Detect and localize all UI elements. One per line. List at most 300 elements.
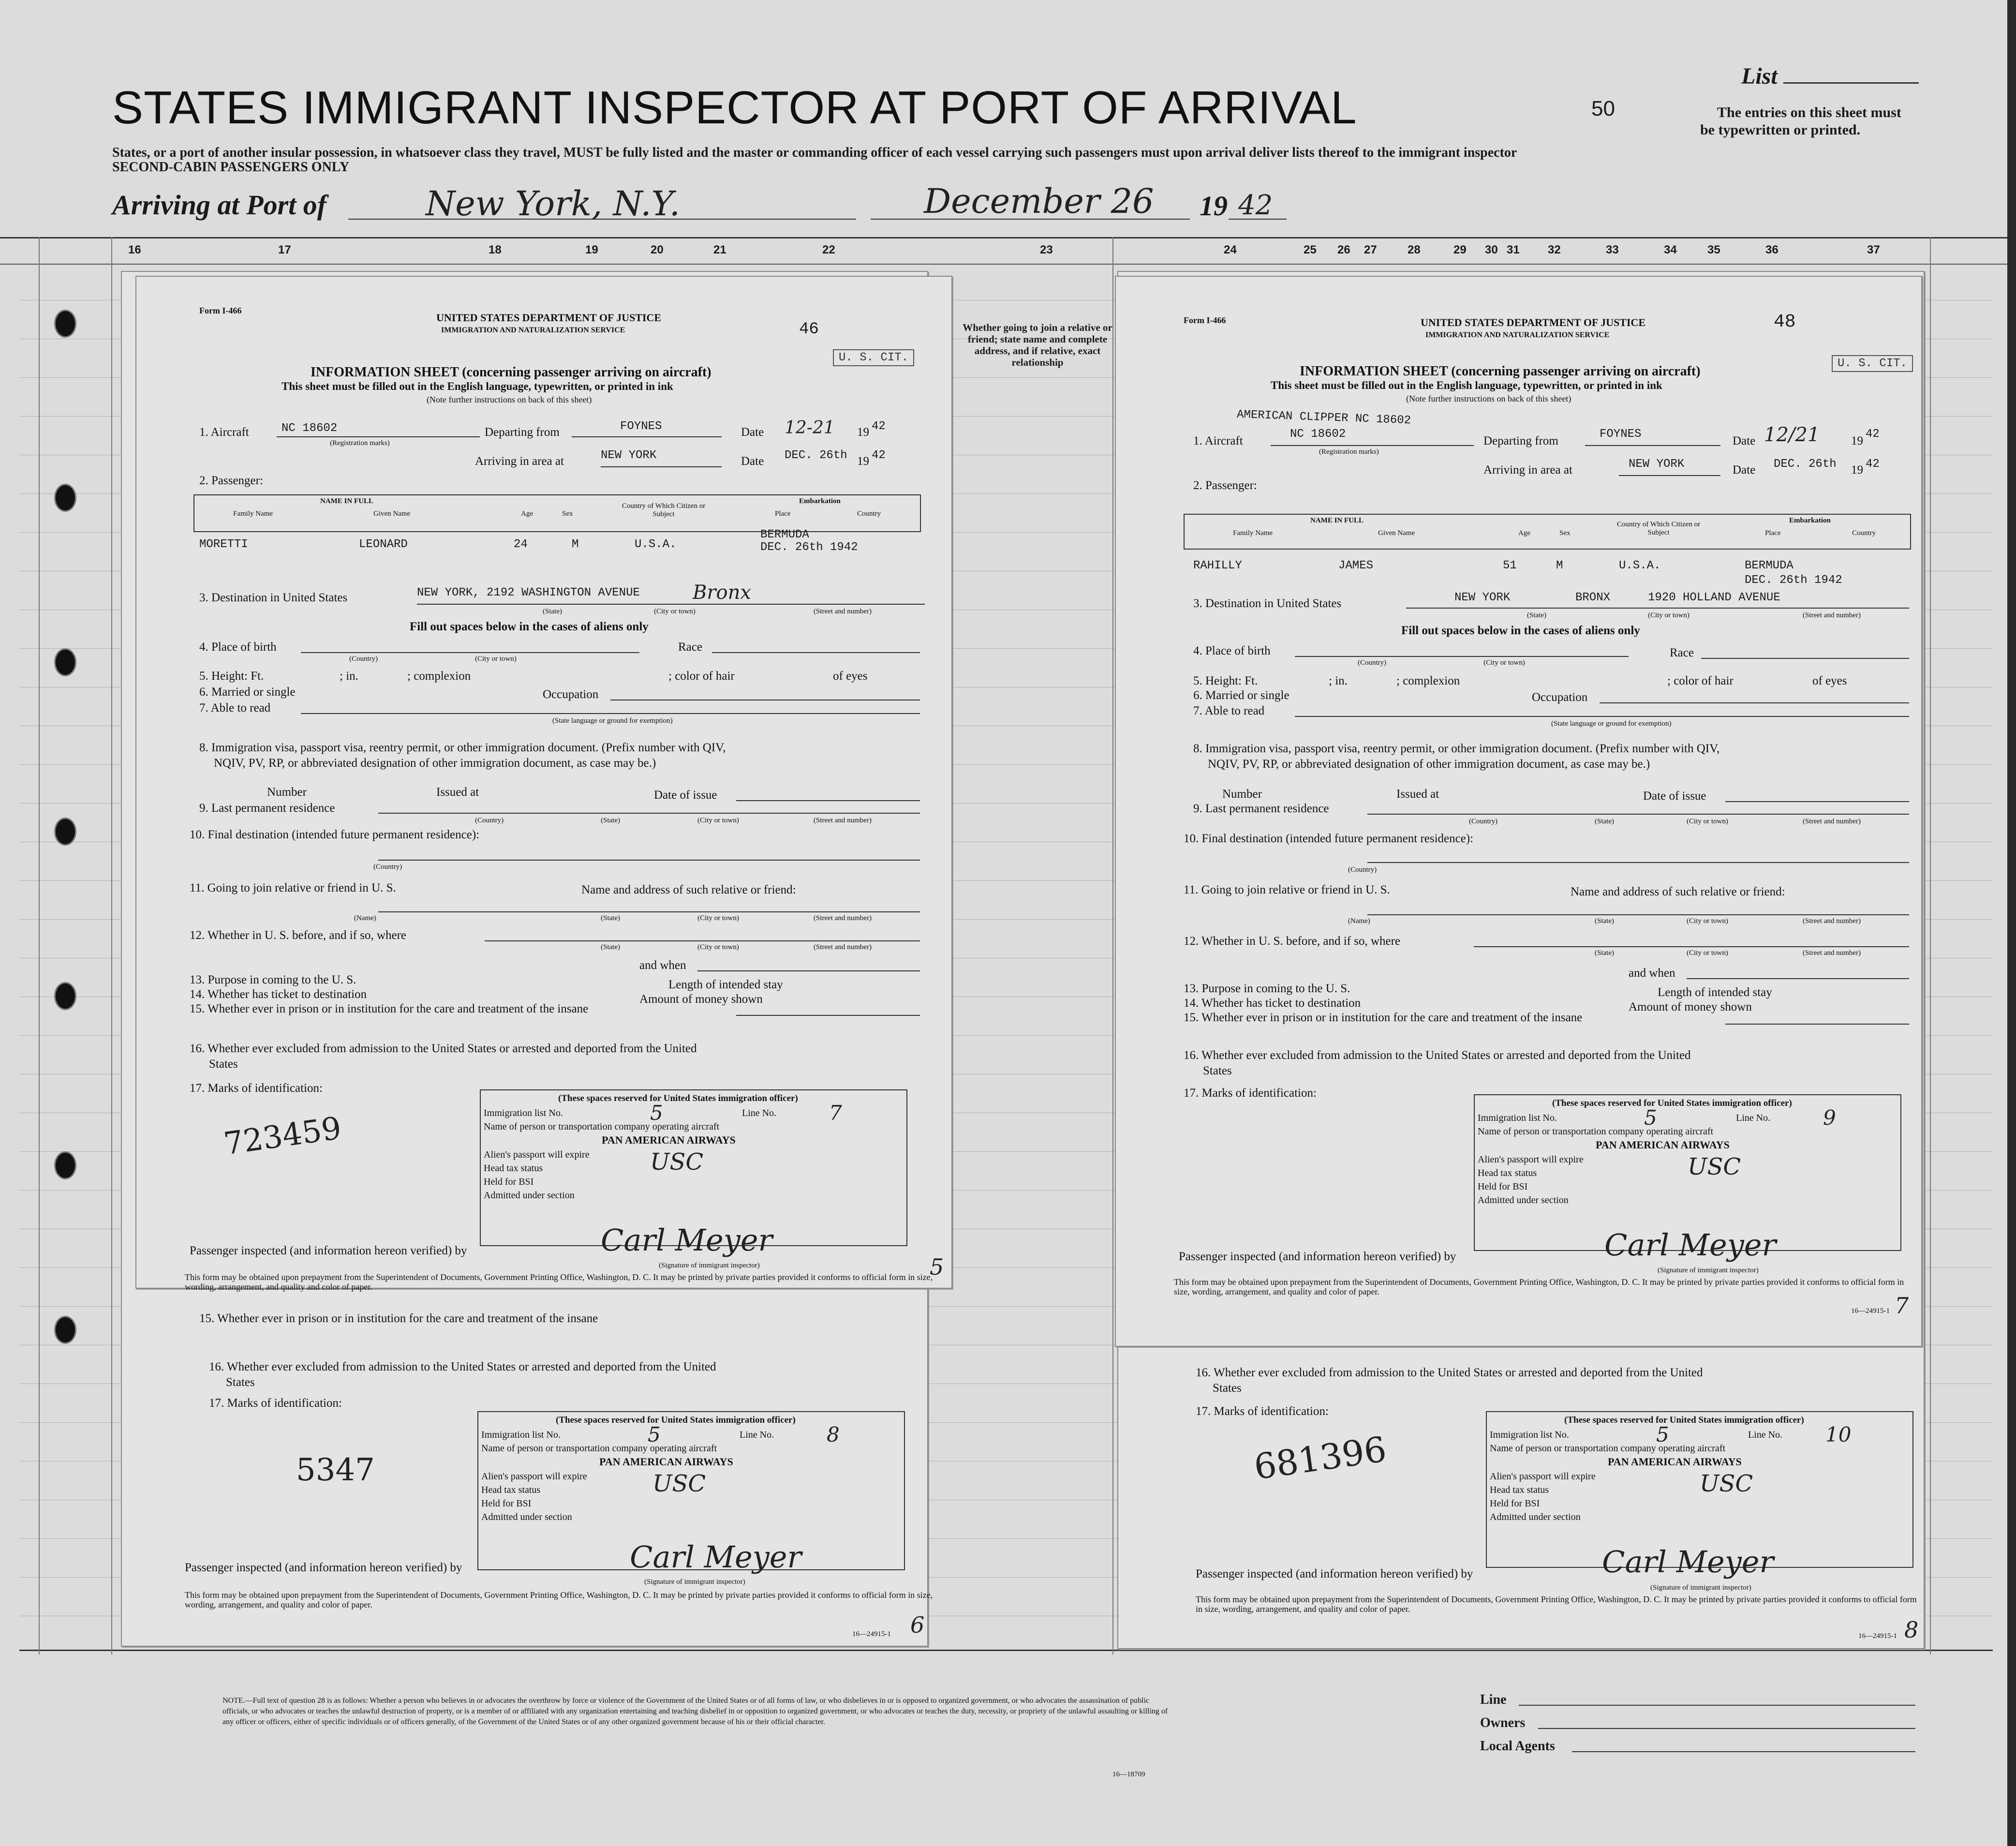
destination-label: 3. Destination in United States xyxy=(1193,597,1342,610)
when-underline xyxy=(697,970,920,971)
col-22: 22 xyxy=(822,243,835,256)
inspected-label: Passenger inspected (and information hereon verified) by xyxy=(1196,1567,1473,1580)
destination-street: 1920 HOLLAND AVENUE xyxy=(1648,591,1780,604)
issued-at-label: Issued at xyxy=(436,786,479,799)
state-caption: (State) xyxy=(601,943,620,951)
column-rule xyxy=(1112,237,1113,1654)
reg-marks: (Registration marks) xyxy=(1319,448,1379,456)
clipper-stamp: AMERICAN CLIPPER NC 18602 xyxy=(1236,408,1411,428)
dept-label: UNITED STATES DEPARTMENT OF JUSTICE xyxy=(436,312,661,324)
arriving-label: Arriving at Port of xyxy=(112,189,327,221)
date-of-issue-label: Date of issue xyxy=(654,789,717,802)
q16-label: 16. Whether ever excluded from admission to the United States or arrested and deported from the United xyxy=(209,1360,716,1373)
q9-underline xyxy=(1367,814,1909,815)
side-mark: 5 xyxy=(930,1254,944,1280)
reg-marks: (Registration marks) xyxy=(330,439,390,447)
col-19: 19 xyxy=(585,243,598,256)
col-18: 18 xyxy=(489,243,502,256)
year-prefix: 19 xyxy=(1200,190,1228,222)
inspected-label: Passenger inspected (and information hereon verified) by xyxy=(190,1244,467,1257)
col-31: 31 xyxy=(1507,243,1520,256)
q16-label: 16. Whether ever excluded from admission to the United States or arrested and deported from the United xyxy=(1196,1366,1703,1379)
country-caption: (Country) xyxy=(349,655,378,663)
col-37: 37 xyxy=(1867,243,1880,256)
street-caption: (Street and number) xyxy=(814,943,872,951)
q14-label: 14. Whether has ticket to destination xyxy=(1184,997,1361,1010)
local-agents-field xyxy=(1480,1739,1555,1754)
arriving-underline xyxy=(601,466,722,467)
city-caption: (City or town) xyxy=(1687,949,1728,957)
list-no-label: Immigration list No. xyxy=(484,1108,563,1118)
arr-year: 42 xyxy=(872,449,886,462)
street-caption: (Street and number) xyxy=(1803,917,1861,925)
destination-handwritten: Bronx xyxy=(693,581,751,604)
held-bsi-label: Held for BSI xyxy=(484,1176,534,1187)
head-tax-value: USC xyxy=(650,1148,704,1176)
manifest-title: STATES IMMIGRANT INSPECTOR AT PORT OF ARRIVAL xyxy=(112,82,1357,134)
binder-hole xyxy=(54,484,76,512)
list-no-label: Immigration list No. xyxy=(1490,1429,1569,1440)
form-code: 16—24915-1 xyxy=(852,1630,891,1638)
list-no-value: 5 xyxy=(1644,1106,1657,1130)
sex-value: M xyxy=(1556,559,1563,572)
q9-underline xyxy=(378,813,920,814)
year-prefix: 19 xyxy=(857,426,869,439)
issued-at-label: Issued at xyxy=(1396,788,1439,801)
held-bsi-label: Held for BSI xyxy=(1490,1498,1540,1509)
state-caption: (State) xyxy=(1595,917,1614,925)
destination-label: 3. Destination in United States xyxy=(199,591,348,604)
list-label: List xyxy=(1741,63,1919,89)
question-28-note: NOTE.—Full text of question 28 is as follows: Whether a person who believes in or advocates the overthrow by force or violence of the Government of the United States or of all forms of law, or who disbelieves in or is opposed to organized government, or who advocates the assassination of public officials, or who advocates or teaches the unlawful destruction of property, or is a member of or affiliated with any organization entertaining and teaching disbelief in or opposition to organized government, or who advocates or teaches the duty, necessity, or propriety of the unlawful assaulting or killing of any officer or officers, either of specific individuals or of officers generally, of the Government of the United States or of any other organized government because of his or their official character. xyxy=(222,1697,1168,1726)
q4-underline xyxy=(1295,656,1629,657)
form-footer: This form may be obtained upon prepayment from the Superintendent of Documents, Government Printing Office, Washington, D. C. It may be printed by private parties provided it conforms to official form in size, wording, arrangement, and quality and color of paper. xyxy=(185,1590,933,1609)
year-underline xyxy=(1229,219,1287,220)
state-caption: (State) xyxy=(1595,818,1614,825)
destination-value: NEW YORK, 2192 WASHINGTON AVENUE xyxy=(417,586,640,599)
given-name-col: Given Name xyxy=(373,510,411,518)
col-28: 28 xyxy=(1408,243,1421,256)
departing-label: Departing from xyxy=(485,426,560,439)
binder-hole xyxy=(54,1316,76,1344)
city-caption: (City or town) xyxy=(654,608,696,615)
sex-col: Sex xyxy=(1559,529,1571,537)
race-underline xyxy=(1701,658,1909,659)
country-caption: (Country) xyxy=(1469,818,1498,825)
q12-label: 12. Whether in U. S. before, and if so, where xyxy=(190,929,407,942)
inspector-signature: Carl Meyer xyxy=(630,1539,802,1575)
line-no-value: 8 xyxy=(827,1423,840,1446)
passenger-table-header xyxy=(193,494,921,532)
line-no-value: 10 xyxy=(1825,1423,1852,1446)
number-label: Number xyxy=(267,786,307,799)
state-caption: (State) xyxy=(1595,949,1614,957)
q4-label: 4. Place of birth xyxy=(199,640,277,654)
col-33: 33 xyxy=(1606,243,1619,256)
money-label: Amount of money shown xyxy=(639,993,763,1006)
city-caption: (City or town) xyxy=(1648,611,1690,619)
money-label: Amount of money shown xyxy=(1629,1000,1752,1013)
q6-label: 6. Married or single xyxy=(1193,689,1290,702)
col-26: 26 xyxy=(1337,243,1350,256)
typewritten-note-1: The entries on this sheet must xyxy=(1717,104,1901,120)
q11-underline xyxy=(1367,914,1909,915)
aircraft-value: NC 18602 xyxy=(1290,428,1346,441)
arriving-underline xyxy=(1619,475,1720,476)
name-caption: (Name) xyxy=(354,914,376,922)
city-caption: (City or town) xyxy=(475,655,517,663)
destination-underline xyxy=(417,604,925,605)
form-number: Form I-466 xyxy=(199,306,242,315)
head-tax-value: USC xyxy=(1688,1153,1741,1180)
given-name-col: Given Name xyxy=(1378,529,1415,537)
q5-label: 5. Height: Ft. xyxy=(199,670,264,683)
signature-caption: (Signature of immigrant inspector) xyxy=(644,1578,745,1586)
q16-label-cont: States xyxy=(1213,1382,1242,1395)
destination-city: NEW YORK xyxy=(1454,591,1511,604)
age-col: Age xyxy=(521,510,533,518)
occupation-label: Occupation xyxy=(1532,691,1588,704)
head-tax-value: USC xyxy=(1700,1470,1753,1497)
local-agents-underline xyxy=(1572,1751,1915,1752)
binder-hole xyxy=(54,310,76,338)
citizen-col: Country of Which Citizen or Subject xyxy=(622,502,706,518)
service-label: IMMIGRATION AND NATURALIZATION SERVICE xyxy=(441,326,625,334)
inspector-signature: Carl Meyer xyxy=(1602,1544,1774,1579)
age-value: 24 xyxy=(514,538,528,551)
manifest-subhead-2: SECOND-CABIN PASSENGERS ONLY xyxy=(112,160,350,175)
held-bsi-label: Held for BSI xyxy=(1478,1181,1528,1192)
age-value: 51 xyxy=(1503,559,1517,572)
emb-place-value: BERMUDA xyxy=(1745,559,1794,572)
binder-hole xyxy=(54,982,76,1010)
q15-label: 15. Whether ever in prison or in institution for the care and treatment of the insane xyxy=(1184,1011,1583,1024)
race-label: Race xyxy=(1670,646,1694,659)
country-col: Country xyxy=(857,510,881,518)
aircraft-label: 1. Aircraft xyxy=(1193,434,1243,447)
column-rule xyxy=(1930,237,1931,1654)
city-caption: (City or town) xyxy=(1687,818,1728,825)
form-footer: This form may be obtained upon prepayment from the Superintendent of Documents, Government Printing Office, Washington, D. C. It may be printed by private parties provided it conforms to official form in size, wording, arrangement, and quality and color of paper. xyxy=(1196,1594,1917,1614)
q10-underline xyxy=(1367,862,1909,863)
owners-label: Owners xyxy=(1480,1715,1526,1730)
dep-date: 12-21 xyxy=(785,418,835,438)
q17-label: 17. Marks of identification: xyxy=(209,1397,342,1410)
company-value: PAN AMERICAN AIRWAYS xyxy=(599,1456,733,1468)
form-note: (Note further instructions on back of this sheet) xyxy=(1406,394,1571,403)
q4-underline xyxy=(301,652,639,653)
aircraft-underline xyxy=(277,436,480,437)
year-prefix: 19 xyxy=(1851,463,1863,476)
arr-date-label: Date xyxy=(1733,463,1756,476)
col-27: 27 xyxy=(1364,243,1377,256)
city-caption: (City or town) xyxy=(1483,659,1525,667)
dep-year: 42 xyxy=(872,420,886,433)
departing-underline xyxy=(572,436,722,437)
officer-box-heading: (These spaces reserved for United States immigration officer) xyxy=(556,1415,796,1425)
race-underline xyxy=(712,652,920,653)
name-address-label: Name and address of such relative or friend: xyxy=(1571,885,1785,898)
departing-value: FOYNES xyxy=(1600,428,1642,441)
arriving-label: Arriving in area at xyxy=(475,455,564,468)
line-underline xyxy=(1519,1705,1915,1706)
q4-label: 4. Place of birth xyxy=(1193,644,1271,657)
q16-label: 16. Whether ever excluded from admission to the United States or arrested and deported from the United xyxy=(1184,1049,1691,1062)
and-when-label: and when xyxy=(639,959,686,972)
officer-box-heading: (These spaces reserved for United States immigration officer) xyxy=(558,1093,798,1103)
head-tax-value: USC xyxy=(652,1470,706,1497)
line-no-label: Line No. xyxy=(740,1429,774,1440)
line-label: Line xyxy=(1480,1692,1507,1707)
number-label: Number xyxy=(1222,788,1262,801)
inspected-label: Passenger inspected (and information hereon verified) by xyxy=(185,1561,462,1574)
col-20: 20 xyxy=(651,243,664,256)
date-label: Date xyxy=(741,426,764,439)
q7-underline xyxy=(1295,716,1909,717)
complexion-label: ; complexion xyxy=(407,670,471,683)
col-34: 34 xyxy=(1664,243,1677,256)
state-caption: (State) xyxy=(1527,611,1546,619)
passport-expire-label: Alien's passport will expire xyxy=(484,1149,590,1160)
mark-number: 723459 xyxy=(222,1110,344,1162)
info-sheet-form-2 xyxy=(1115,276,1922,1347)
country-caption: (Country) xyxy=(373,863,402,871)
sex-value: M xyxy=(572,538,579,551)
q12-underline xyxy=(1474,946,1909,947)
place-col: Place xyxy=(775,510,791,518)
sheet-no: 46 xyxy=(799,320,819,339)
list-no-label: Immigration list No. xyxy=(1478,1113,1557,1123)
typewritten-note-2: be typewritten or printed. xyxy=(1700,122,1861,138)
aliens-only: Fill out spaces below in the cases of aliens only xyxy=(1401,624,1640,637)
q8-label: 8. Immigration visa, passport visa, reentry permit, or other immigration document. (Prefix number with QIV, xyxy=(199,741,726,754)
emb-date-value: DEC. 26th 1942 xyxy=(760,541,858,554)
arr-date: DEC. 26th xyxy=(1774,458,1837,471)
q8-label-cont: NQIV, PV, RP, or abbreviated designation of other immigration document, as case may be.) xyxy=(1208,758,1650,771)
inspected-label: Passenger inspected (and information hereon verified) by xyxy=(1179,1250,1456,1263)
side-mark: 6 xyxy=(910,1612,925,1638)
form-footer: This form may be obtained upon prepayment from the Superintendent of Documents, Government Printing Office, Washington, D. C. It may be printed by private parties provided it conforms to official form in size, wording, arrangement, and quality and color of paper. xyxy=(1174,1277,1904,1296)
line-no-value: 9 xyxy=(1823,1106,1836,1130)
line-field xyxy=(1480,1692,1506,1708)
operating-label: Name of person or transportation company operating aircraft xyxy=(1490,1443,1726,1454)
country-col: Country xyxy=(1852,529,1876,537)
form-instruction: This sheet must be filled out in the English language, typewritten, or printed in ink xyxy=(1271,379,1662,391)
manifest-subhead-1: States, or a port of another insular possession, in whatsoever class they travel, MUST be fully listed and the master or commanding officer of each vessel carrying such passengers must upon arrival deliver lists thereof to the immigrant inspector xyxy=(112,145,1517,160)
aliens-only: Fill out spaces below in the cases of aliens only xyxy=(410,620,649,633)
year-handwritten: 42 xyxy=(1238,190,1273,221)
q17-label: 17. Marks of identification: xyxy=(190,1082,323,1095)
held-bsi-label: Held for BSI xyxy=(481,1498,532,1509)
q12-underline xyxy=(485,940,920,941)
q14-label: 14. Whether has ticket to destination xyxy=(190,988,367,1001)
q7-label: 7. Able to read xyxy=(199,701,271,715)
info-sheet-form-1 xyxy=(135,276,952,1292)
col-35: 35 xyxy=(1707,243,1720,256)
line-no-label: Line No. xyxy=(1748,1429,1783,1440)
line-no-value: 7 xyxy=(829,1101,842,1125)
col-25: 25 xyxy=(1304,243,1317,256)
sex-col: Sex xyxy=(562,510,573,518)
mark-number: 681396 xyxy=(1251,1429,1389,1488)
side-mark: 7 xyxy=(1895,1293,1909,1319)
officer-box-heading: (These spaces reserved for United States immigration officer) xyxy=(1552,1098,1792,1108)
street-caption: (Street and number) xyxy=(814,914,872,922)
aircraft-underline xyxy=(1271,445,1474,446)
city-caption: (City or town) xyxy=(697,943,739,951)
signature-caption: (Signature of immigrant inspector) xyxy=(1658,1266,1759,1274)
state-caption: (State) xyxy=(601,914,620,922)
and-when-label: and when xyxy=(1629,967,1675,980)
col-30: 30 xyxy=(1485,243,1498,256)
family-name-value: RAHILLY xyxy=(1193,559,1242,572)
admitted-label: Admitted under section xyxy=(484,1190,575,1201)
complexion-label: ; complexion xyxy=(1396,674,1460,687)
list-no-label: Immigration list No. xyxy=(481,1429,561,1440)
q12-label: 12. Whether in U. S. before, and if so, where xyxy=(1184,935,1401,948)
citizen-stamp: U. S. CIT. xyxy=(1832,355,1913,372)
admitted-label: Admitted under section xyxy=(1490,1512,1581,1522)
q15-label: 15. Whether ever in prison or in institution for the care and treatment of the insane xyxy=(190,1002,589,1015)
occupation-underline xyxy=(1600,702,1909,703)
head-tax-label: Head tax status xyxy=(1490,1485,1549,1495)
city-caption: (City or town) xyxy=(697,817,739,824)
embarkation-col: Embarkation xyxy=(1789,517,1831,524)
form-footer: This form may be obtained upon prepayment from the Superintendent of Documents, Government Printing Office, Washington, D. C. It may be printed by private parties provided it conforms to official form in size, wording, arrangement, and quality and color of paper. xyxy=(185,1272,933,1292)
q16-label: 16. Whether ever excluded from admission to the United States or arrested and deported from the United xyxy=(190,1042,697,1055)
head-tax-label: Head tax status xyxy=(484,1163,543,1174)
embarkation-col: Embarkation xyxy=(799,497,841,505)
admitted-label: Admitted under section xyxy=(481,1512,572,1522)
family-name-col: Family Name xyxy=(233,510,273,518)
q16-label-cont: States xyxy=(226,1376,255,1389)
col-16: 16 xyxy=(128,243,141,256)
issue-underline xyxy=(736,800,920,801)
emb-date-value: DEC. 26th 1942 xyxy=(1745,574,1842,587)
side-mark: 8 xyxy=(1904,1617,1919,1643)
emb-place-value: BERMUDA xyxy=(760,528,809,541)
country-caption: (Country) xyxy=(1348,866,1377,874)
col-23: 23 xyxy=(1040,243,1053,256)
issue-underline xyxy=(1725,801,1909,802)
arr-date-label: Date xyxy=(741,455,764,468)
hair-label: ; color of hair xyxy=(668,670,735,683)
name-in-full: NAME IN FULL xyxy=(1310,517,1364,524)
form-heading: INFORMATION SHEET (concerning passenger arriving on aircraft) xyxy=(311,365,712,380)
city-caption: (City or town) xyxy=(1687,917,1728,925)
given-name-value: JAMES xyxy=(1338,559,1374,572)
inches-label: ; in. xyxy=(1329,674,1348,687)
country-caption: (Country) xyxy=(1358,659,1387,667)
given-name-value: LEONARD xyxy=(359,538,408,551)
signature-caption: (Signature of immigrant inspector) xyxy=(1650,1584,1751,1592)
col-36: 36 xyxy=(1765,243,1779,256)
inspector-signature: Carl Meyer xyxy=(1604,1227,1777,1263)
owners-field xyxy=(1480,1715,1525,1731)
column-23-header: Whether going to join a relative or friend; state name and complete address, and if relative, exact relationship xyxy=(963,322,1112,368)
signature-caption: (Signature of immigrant inspector) xyxy=(659,1262,760,1269)
inches-label: ; in. xyxy=(340,670,358,683)
hair-label: ; color of hair xyxy=(1667,674,1734,687)
street-caption: (Street and number) xyxy=(1803,818,1861,825)
local-agents-label: Local Agents xyxy=(1480,1739,1555,1754)
q6-label: 6. Married or single xyxy=(199,685,296,699)
dep-date: 12/21 xyxy=(1764,424,1820,446)
departing-label: Departing from xyxy=(1483,434,1558,447)
company-value: PAN AMERICAN AIRWAYS xyxy=(1596,1139,1730,1151)
name-address-label: Name and address of such relative or friend: xyxy=(581,883,796,896)
port-handwritten: New York, N.Y. xyxy=(426,184,680,223)
sheet-no: 48 xyxy=(1774,312,1796,332)
destination-borough: BRONX xyxy=(1575,591,1611,604)
street-caption: (Street and number) xyxy=(1803,949,1861,957)
list-no-value: 5 xyxy=(1656,1423,1669,1446)
year-prefix: 19 xyxy=(1851,434,1863,447)
mark-number: 5347 xyxy=(296,1452,375,1488)
year-prefix: 19 xyxy=(857,455,869,468)
q13-label: 13. Purpose in coming to the U. S. xyxy=(190,973,356,986)
q10-label: 10. Final destination (intended future permanent residence): xyxy=(1184,832,1474,845)
service-label: IMMIGRATION AND NATURALIZATION SERVICE xyxy=(1425,331,1610,339)
col-21: 21 xyxy=(713,243,726,256)
destination-underline xyxy=(1406,608,1909,609)
stay-label: Length of intended stay xyxy=(668,978,783,991)
col-32: 32 xyxy=(1548,243,1561,256)
race-label: Race xyxy=(678,640,702,654)
street-caption: (Street and number) xyxy=(814,608,872,615)
date-label: Date xyxy=(1733,434,1756,447)
stay-label: Length of intended stay xyxy=(1658,986,1772,999)
form-code: 16—24915-1 xyxy=(1851,1307,1890,1315)
departing-underline xyxy=(1585,445,1720,446)
operating-label: Name of person or transportation company operating aircraft xyxy=(481,1443,717,1454)
line-no-label: Line No. xyxy=(742,1108,777,1118)
q11-label: 11. Going to join relative or friend in U. S. xyxy=(190,881,396,894)
arr-date: DEC. 26th xyxy=(785,449,847,462)
aircraft-label: 1. Aircraft xyxy=(199,426,249,439)
eyes-label: of eyes xyxy=(1812,674,1847,687)
q13-label: 13. Purpose in coming to the U. S. xyxy=(1184,982,1350,995)
list-no-value: 5 xyxy=(648,1423,661,1446)
eyes-label: of eyes xyxy=(833,670,868,683)
inspector-signature: Carl Meyer xyxy=(601,1222,773,1258)
state-caption: (State) xyxy=(543,608,562,615)
q7-label: 7. Able to read xyxy=(1193,704,1265,717)
q17-label: 17. Marks of identification: xyxy=(1184,1087,1317,1100)
operating-label: Name of person or transportation company operating aircraft xyxy=(1478,1126,1714,1137)
country-caption: (Country) xyxy=(475,817,504,824)
name-in-full: NAME IN FULL xyxy=(320,497,374,505)
date-handwritten: December 26 xyxy=(924,181,1154,221)
q11-underline xyxy=(378,911,920,912)
list-no-value: 5 xyxy=(650,1101,663,1125)
q10-underline xyxy=(378,860,920,861)
family-name-col: Family Name xyxy=(1233,529,1273,537)
citizen-value: U.S.A. xyxy=(635,538,677,551)
form-number: Form I-466 xyxy=(1184,315,1226,325)
column-number-strip xyxy=(0,237,2007,265)
head-tax-label: Head tax status xyxy=(481,1485,541,1495)
company-value: PAN AMERICAN AIRWAYS xyxy=(1608,1456,1742,1468)
q10-label: 10. Final destination (intended future permanent residence): xyxy=(190,828,480,841)
note-form-code: 16—18709 xyxy=(1112,1771,1145,1778)
q16-label-cont: States xyxy=(209,1057,238,1071)
q7-underline xyxy=(301,713,920,714)
place-col: Place xyxy=(1765,529,1781,537)
street-caption: (Street and number) xyxy=(1803,611,1861,619)
q8-label-cont: NQIV, PV, RP, or abbreviated designation of other immigration document, as case may be.) xyxy=(214,757,656,770)
form-code: 16—24915-1 xyxy=(1858,1632,1897,1640)
